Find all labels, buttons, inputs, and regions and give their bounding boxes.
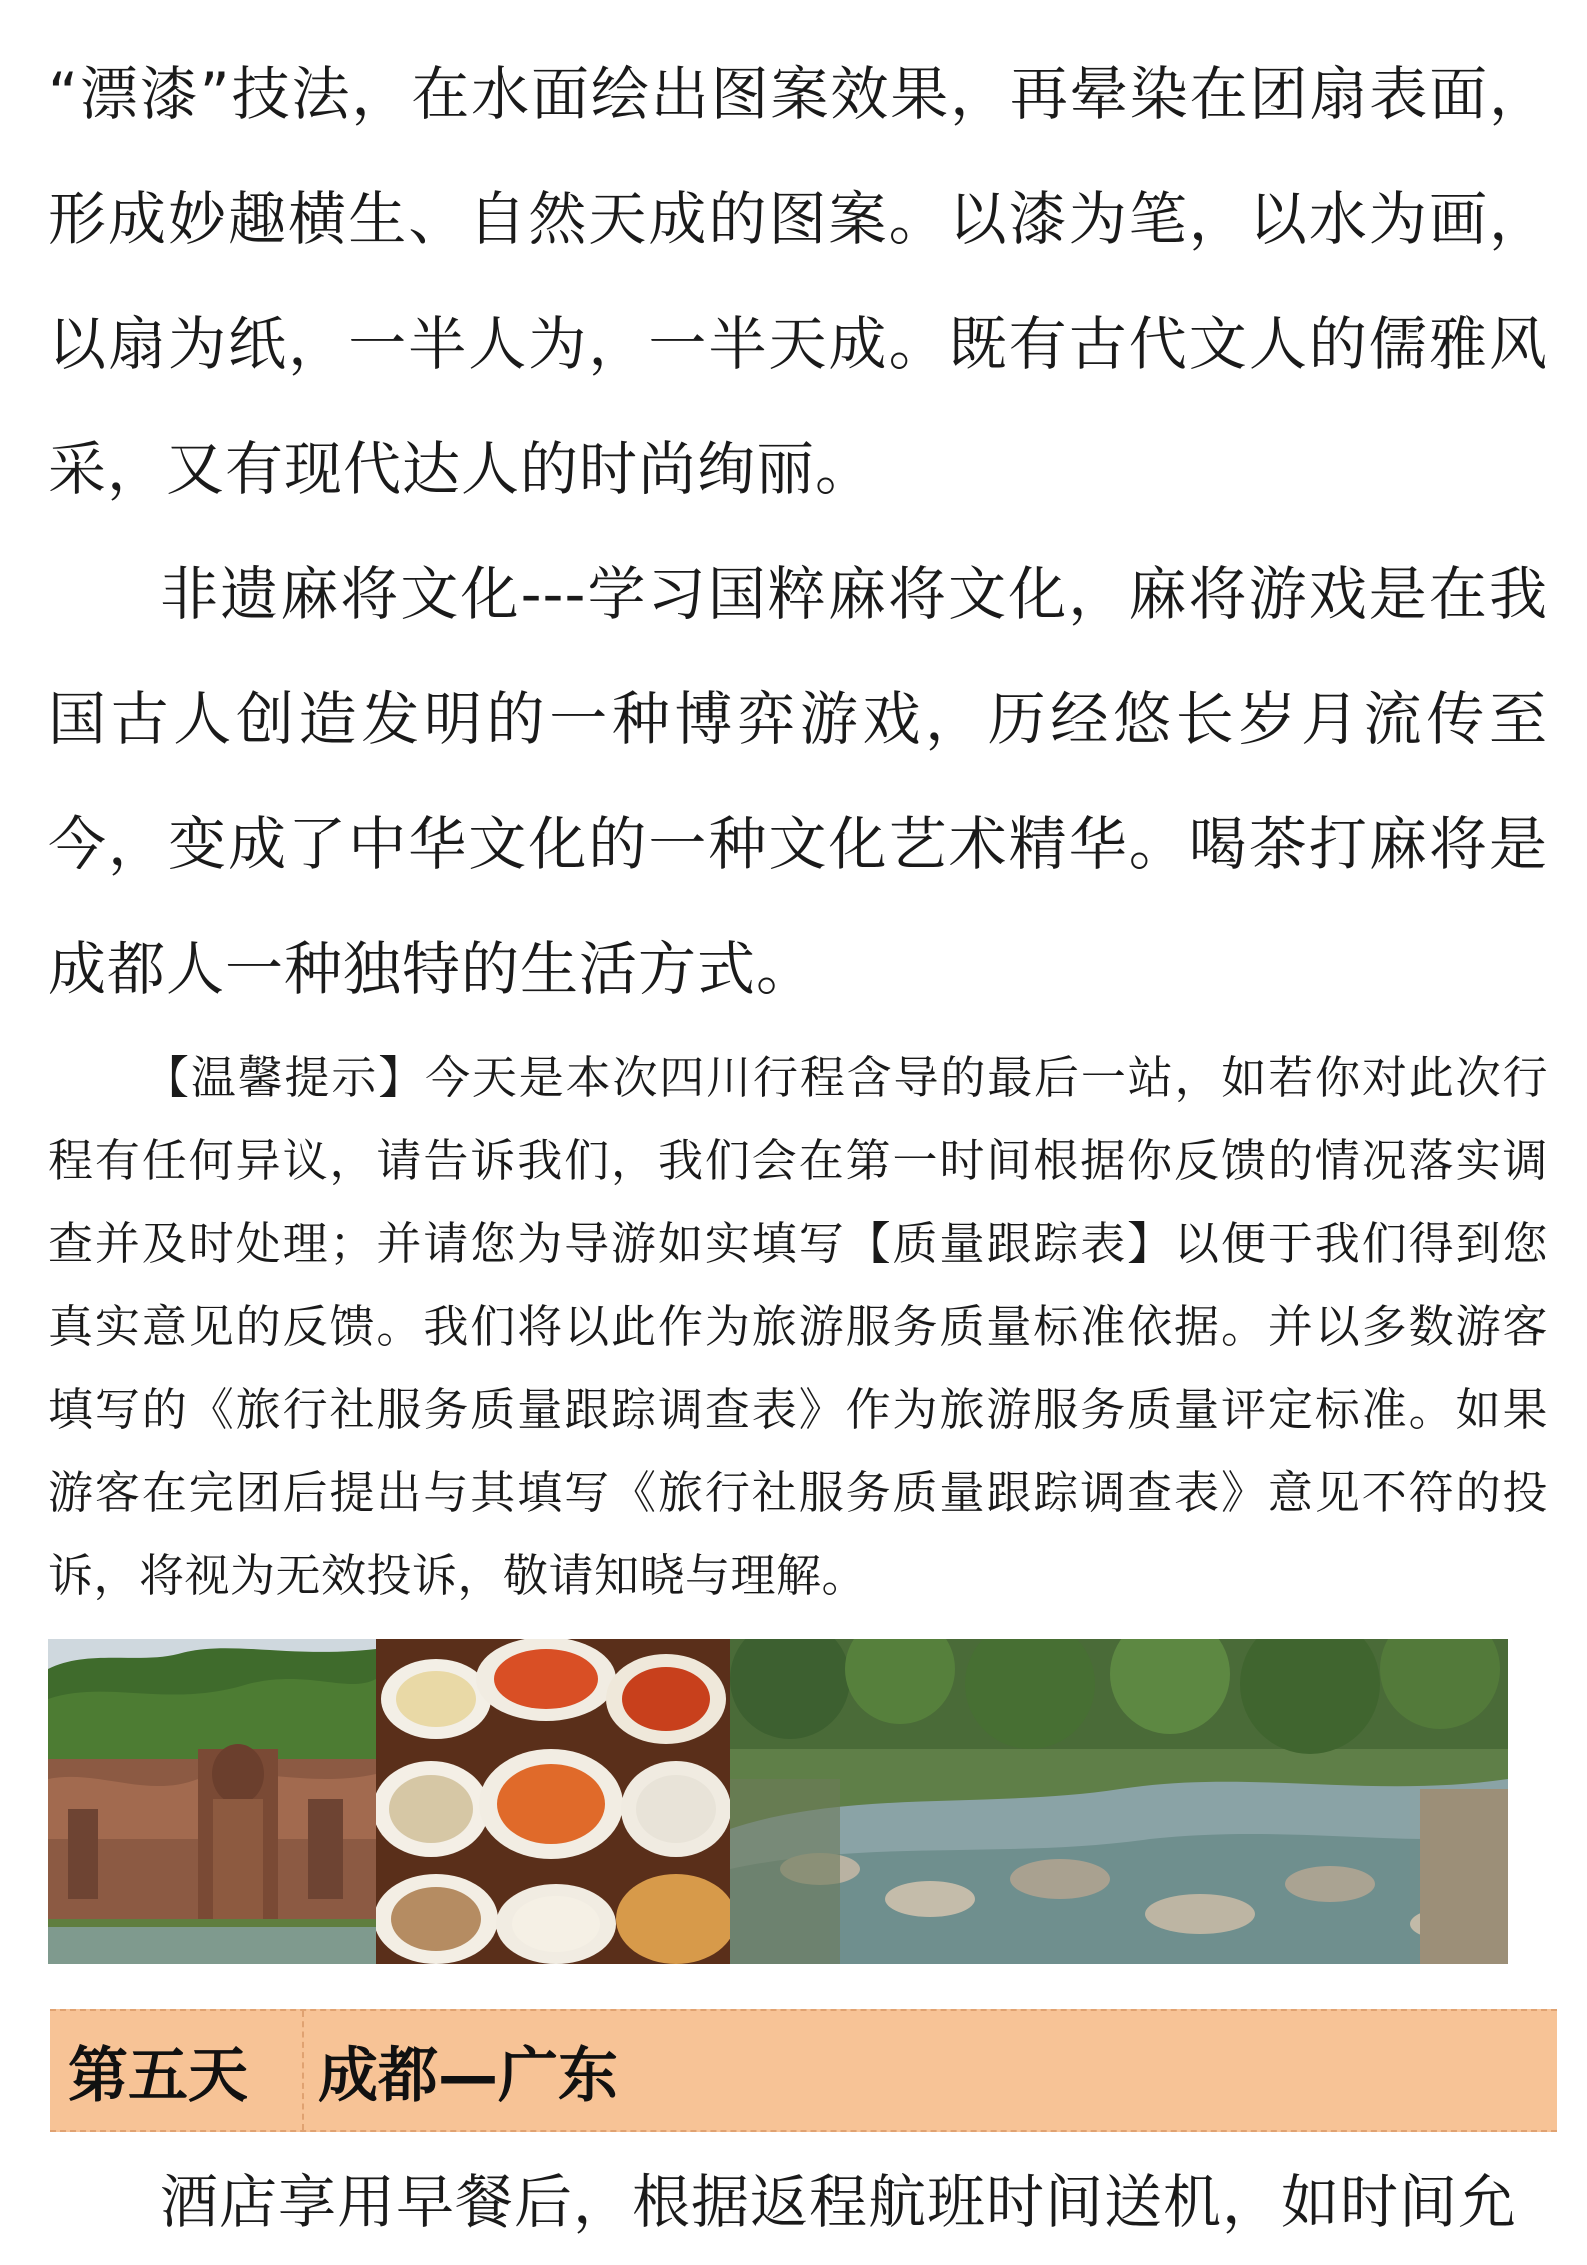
- mahjong-paragraph: 非遗麻将文化---学习国粹麻将文化，麻将游戏是在我国古人创造发明的一种博弈游戏，历经悠长岁月流传至今，变成了中华文化的一种文化艺术精华。喝茶打麻将是成都人一种独特的生活方式。: [48, 560, 1548, 1003]
- photo-strip: [48, 1639, 1508, 1964]
- day-five-paragraph: 酒店享用早餐后，根据返程航班时间送机，如时间允: [160, 2168, 1518, 2236]
- document-page: [48, 0, 1548, 2265]
- ancient-town-stream-photo: [730, 1639, 1508, 1964]
- sichuan-food-photo: [376, 1639, 730, 1964]
- day-route: 成都—广东: [318, 2040, 618, 2111]
- leshan-giant-buddha-photo: [48, 1639, 376, 1964]
- fan-painting-paragraph: “漂漆”技法，在水面绘出图案效果，再晕染在团扇表面，形成妙趣横生、自然天成的图案。以漆为笔，以水为画，以扇为纸，一半人为，一半天成。既有古代文人的儒雅风采，又有现代达人的时尚绚丽。: [48, 60, 1548, 503]
- day-label: 第五天: [50, 2011, 304, 2130]
- day-five-header: [50, 2009, 1557, 2132]
- warm-tip-paragraph: 【温馨提示】今天是本次四川行程含导的最后一站，如若你对此次行程有任何异议，请告诉我们，我们会在第一时间根据你反馈的情况落实调查并及时处理；并请您为导游如实填写【质量跟踪表】以便于我们得到您真实意见的反馈。我们将以此作为旅游服务质量标准依据。并以多数游客填写的《旅行社服务质量跟踪调查表》作为旅游服务质量评定标准。如果游客在完团后提出与其填写《旅行社服务质量跟踪调查表》意见不符的投诉，将视为无效投诉，敬请知晓与理解。: [48, 1051, 1548, 1602]
